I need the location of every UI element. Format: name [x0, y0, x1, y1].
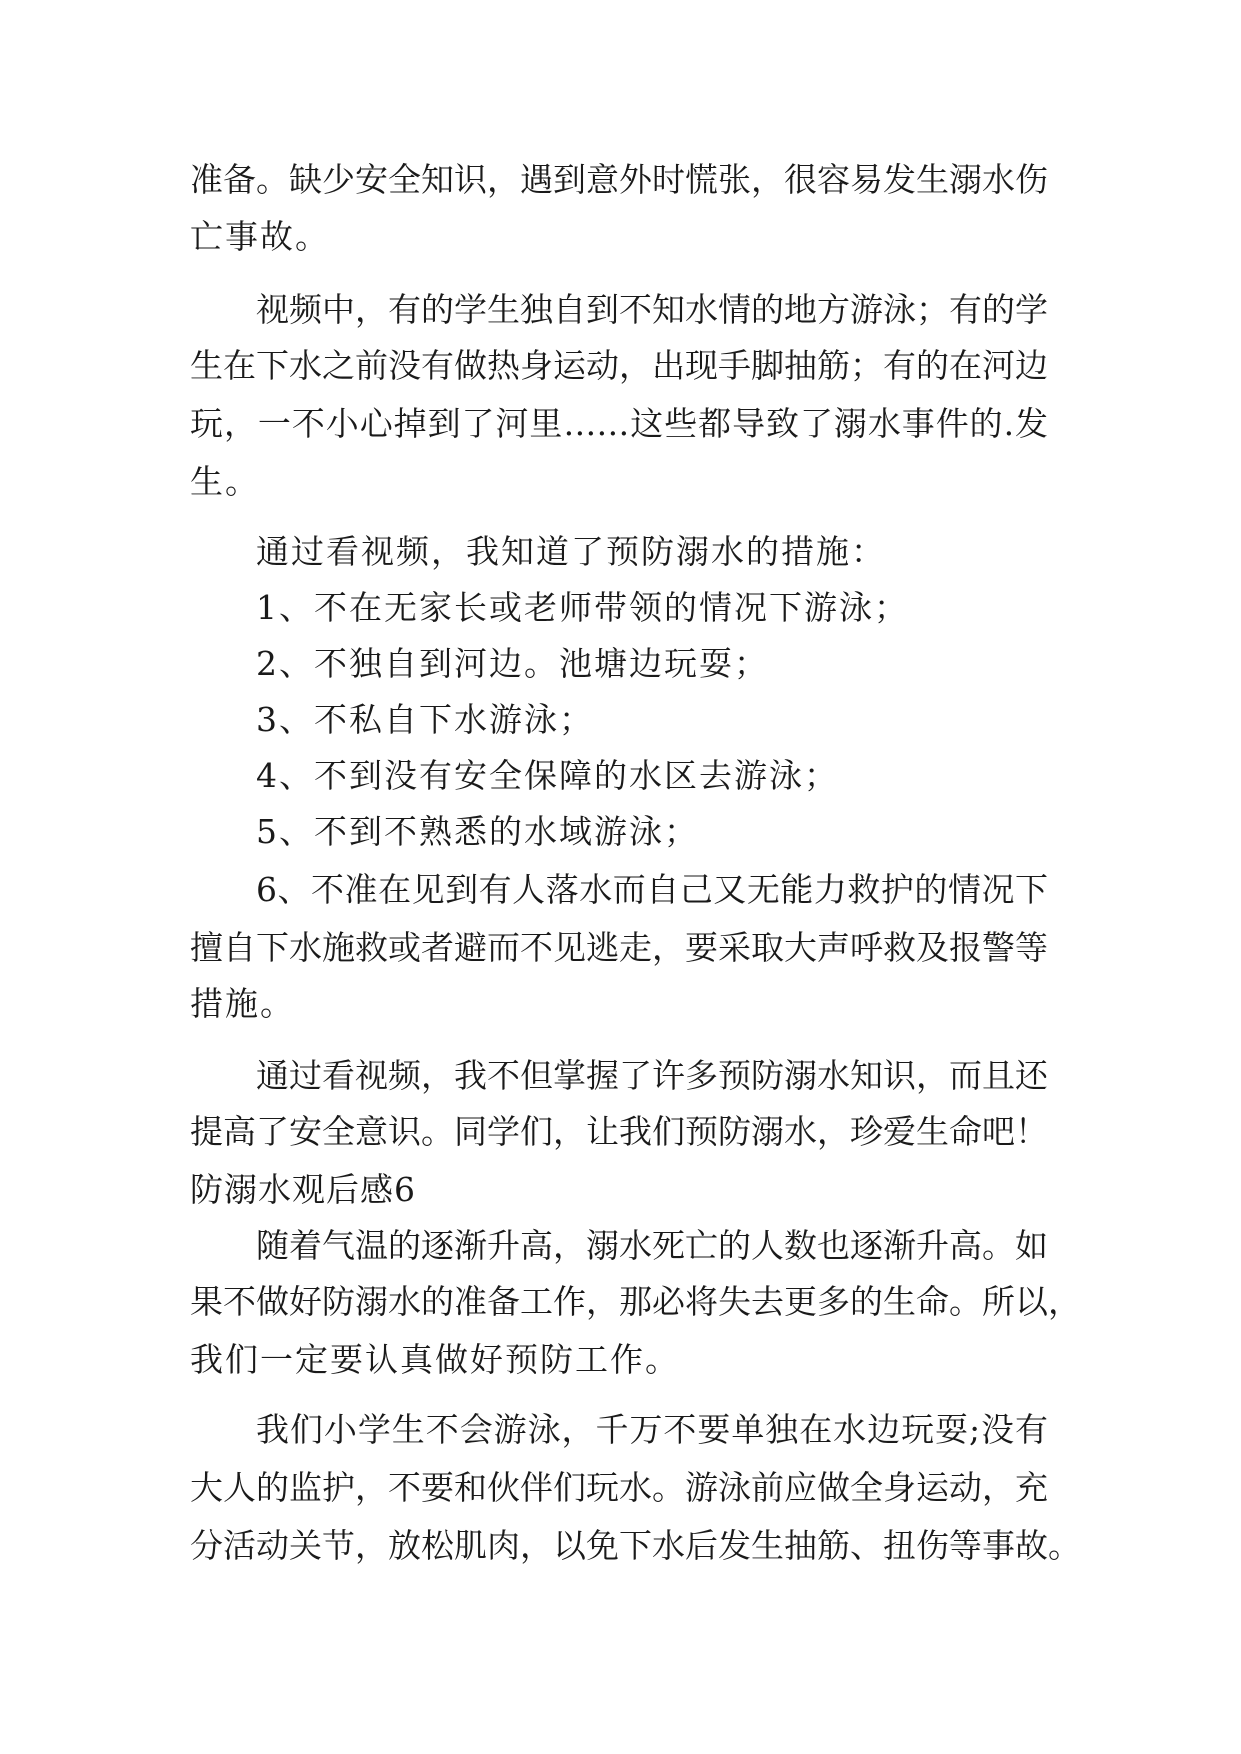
list-item: 1、不在无家长或老师带领的情况下游泳； [256, 588, 909, 627]
paragraph-line: 亡事故。 [190, 217, 330, 256]
list-item: 6、不准在见到有人落水而自己又无能力救护的情况下 [256, 870, 1048, 909]
paragraph-line: 果不做好防溺水的准备工作，那必将失去更多的生命。所以， [190, 1282, 1081, 1321]
paragraph-line: 生在下水之前没有做热身运动，出现手脚抽筋；有的在河边 [190, 346, 1048, 385]
paragraph-line: 通过看视频，我不但掌握了许多预防溺水知识，而且还 [256, 1056, 1048, 1095]
list-item: 2、不独自到河边。池塘边玩耍； [256, 644, 769, 683]
paragraph-line: 生。 [190, 462, 260, 501]
paragraph-line: 提高了安全意识。同学们，让我们预防溺水，珍爱生命吧！ [190, 1112, 1048, 1151]
paragraph-line: 大人的监护，不要和伙伴们玩水。游泳前应做全身运动，充 [190, 1468, 1048, 1507]
paragraph-line: 分活动关节，放松肌肉，以免下水后发生抽筋、扭伤等事故。 [190, 1526, 1081, 1565]
section-heading: 防溺水观后感6 [190, 1170, 416, 1209]
list-item: 5、不到不熟悉的水域游泳； [256, 812, 699, 851]
list-item: 3、不私自下水游泳； [256, 700, 594, 739]
paragraph-line: 通过看视频，我知道了预防溺水的措施： [256, 532, 886, 571]
paragraph-line: 玩，一不小心掉到了河里……这些都导致了溺水事件的.发 [190, 404, 1048, 443]
paragraph-line: 视频中，有的学生独自到不知水情的地方游泳；有的学 [256, 290, 1048, 329]
paragraph-line: 我们小学生不会游泳，千万不要单独在水边玩耍;没有 [256, 1410, 1048, 1449]
paragraph-line: 我们一定要认真做好预防工作。 [190, 1340, 680, 1379]
paragraph-line: 随着气温的逐渐升高，溺水死亡的人数也逐渐升高。如 [256, 1226, 1048, 1265]
list-item: 4、不到没有安全保障的水区去游泳； [256, 756, 839, 795]
paragraph-line: 措施。 [190, 984, 295, 1023]
paragraph-line: 擅自下水施救或者避而不见逃走，要采取大声呼救及报警等 [190, 928, 1048, 967]
paragraph-line: 准备。缺少安全知识，遇到意外时慌张，很容易发生溺水伤 [190, 160, 1048, 199]
